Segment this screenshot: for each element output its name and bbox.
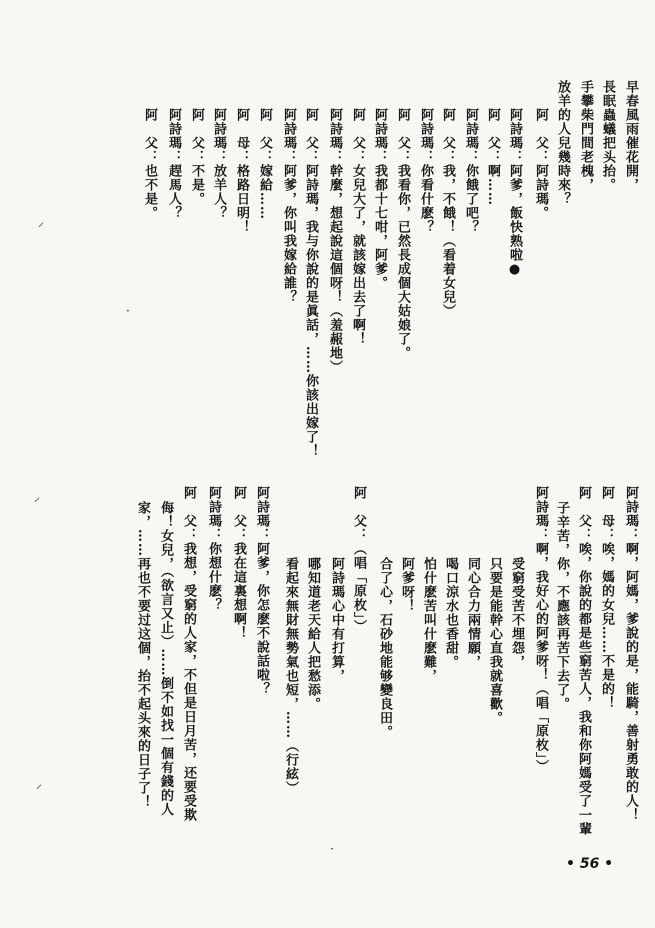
bottom-text-column: 阿 父：我想，受窮的人家，不但是日月苦，还要受欺 [181,486,196,822]
margin-mark: · [126,304,130,318]
page-number: • 56 • [566,856,614,872]
top-text-column: 阿 父：女兒大了，就該嫁出去了啊！ [350,108,365,346]
top-text-column: 阿詩瑪：幹麼，想起說這個呀！（羞赧地） [327,108,342,374]
top-text-column: 阿詩瑪：你餓了吧？ [463,108,478,234]
top-text-column: 長眠蟲蟻把头抬。 [600,80,615,192]
top-text-column: 手攀柴門間老槐， [578,80,593,192]
top-text-column: 阿詩瑪：阿爹，飯快熟啦● [507,108,522,278]
top-text-column: 阿詩瑪：阿爹，你叫我嫁給誰？ [281,108,296,304]
margin-mark: ⸝ [34,490,41,504]
margin-mark: · [330,842,334,856]
bottom-text-column: 阿詩瑪：阿爹，你怎麽不說話啦？ [254,486,269,696]
bottom-text-column: 合了心，石砂地能够變良田。 [377,557,392,739]
bottom-text-column: 阿爹呀！ [399,557,414,613]
bottom-text-column: 侮！女兒，（欲言又止）……倒不如找一個有錢的人 [158,501,173,817]
top-text-column: 阿 父：阿詩瑪，我与你說的是眞話，……你該出嫁了！ [303,108,318,458]
bottom-text-column: 阿詩瑪：啊，阿媽，爹說的是，能騎，善射勇敢的人！ [623,486,638,822]
top-text-column: 阿 父：啊…… [485,108,500,206]
top-text-column: 阿 父：不是。 [189,108,204,206]
top-text-column: 阿 父：阿詩瑪。 [533,108,548,220]
bottom-text-column: 阿 父：（唱「原枚」） [351,486,366,634]
bottom-text-column: 阿詩瑪：啊，我好心的阿爹呀！（唱「原枚」） [533,486,548,774]
bottom-text-column: 受窮受苦不埋怨， [509,557,524,669]
bottom-text-column: 怕什麽苦叫什麽難， [421,557,436,683]
top-text-column: 阿 父：也不是。 [142,108,157,220]
top-text-column: 阿 母：格路日明！ [234,108,249,234]
top-text-column: 阿詩瑪：我都十七咁，阿爹。 [372,108,387,290]
top-text-column: 阿詩瑪：你看什麽？ [418,108,433,234]
top-text-column: 阿 父：我，不餓！（看着女兒） [440,108,455,318]
top-text-column: 阿 父：嫁給…… [257,108,272,220]
top-text-column: 阿詩瑪：放羊人？ [211,108,226,220]
bottom-text-column: 只要是能幹心直我就喜歡。 [487,557,502,725]
bottom-text-column: 喝口涼水也香甜。 [443,557,458,669]
bottom-text-column: 阿 父：唉，你說的都是些窮苦人，我和你阿媽受了一輩 [576,486,591,836]
bottom-text-column: 阿 父：我在這裏想啊！ [231,486,246,640]
bottom-text-column: 看起來無財無勢氣也短，……（行絃） [283,557,298,795]
bottom-text-column: 子辛苦，你，不應該再苦下去了。 [554,501,569,711]
margin-mark: ⸝ [36,777,43,791]
top-text-column: 阿 父：我看你，已然長成個大姑娘了。 [395,108,410,360]
top-text-column: 放羊的人兒幾時來？ [555,80,570,206]
margin-mark: ⸝ [38,215,45,229]
bottom-text-column: 同心合力兩情願， [465,557,480,669]
bottom-text-column: 哪知道老天給人把愁添。 [305,557,320,711]
bottom-text-column: 家，……再也不要过这個，抬不起头來的日子了！ [135,501,150,809]
bottom-text-column: 阿 母：唉，媽的女兒……不是的！ [599,486,614,710]
bottom-text-column: 阿詩瑪：你想什麽？ [206,486,221,612]
top-text-column: 阿詩瑪：趕馬人？ [166,108,181,220]
bottom-text-column: 阿詩瑪心中有打算， [329,557,344,683]
top-text-column: 早春風雨催花開， [623,80,638,192]
